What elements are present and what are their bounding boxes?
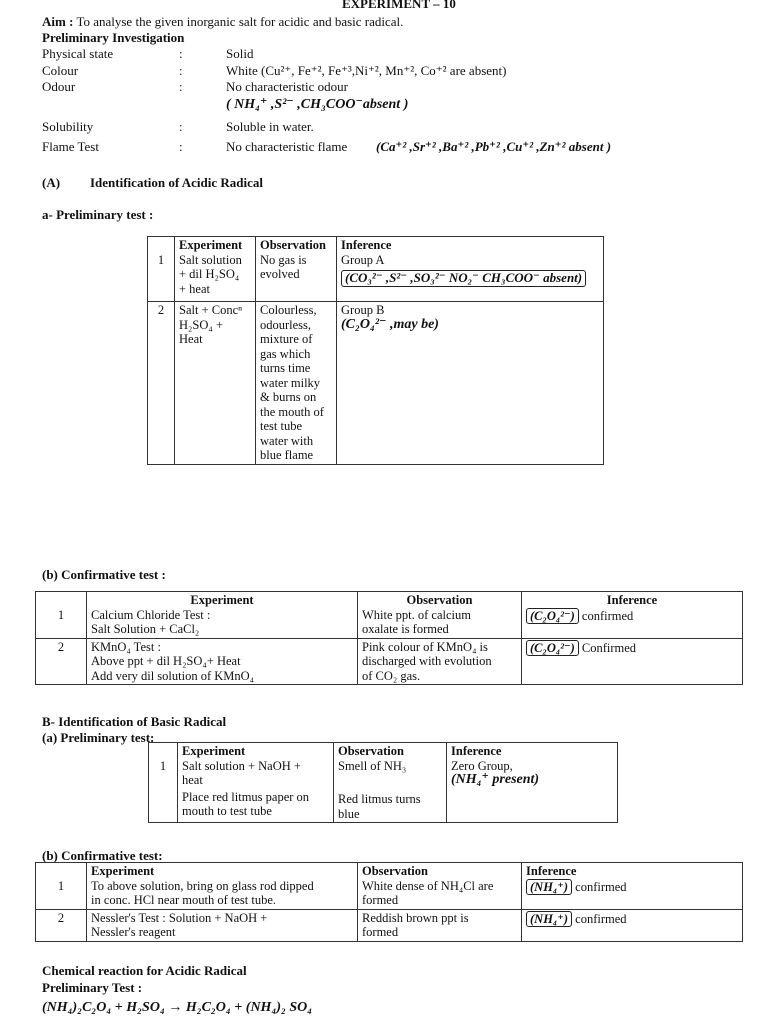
header-experiment: Experiment	[182, 744, 246, 758]
table-row	[36, 592, 743, 639]
prelim-value-colour: White (Cu²⁺, Fe⁺², Fe⁺³,Ni⁺², Mn⁺², Co⁺² are absent)	[226, 63, 507, 78]
prelim-label-solubility: Solubility	[42, 119, 94, 134]
row-number: 1	[36, 592, 87, 639]
acidic-confirm-table	[35, 591, 743, 685]
prelim-sep: :	[179, 63, 183, 78]
inference-cell: Inference (C₂O₄²⁻) confirmed	[522, 592, 743, 639]
section-b-title: B- Identification of Basic Radical	[42, 714, 227, 729]
inference-cell: Inference (NH₄⁺) confirmed	[522, 863, 743, 910]
aim-label: Aim :	[42, 14, 74, 29]
section-a-confirm-test: (b) Confirmative test :	[42, 567, 166, 582]
experiment-cell: Experiment Salt solution + dil H₂SO₄ + heat	[175, 237, 256, 302]
reaction-equation: (NH₄)₂C₂O₄ + H₂SO₄ → H₂C₂O₄ + (NH₄)₂ SO₄	[42, 1000, 313, 1015]
prelim-value-flame: No characteristic flame	[226, 139, 348, 154]
reaction-heading: Chemical reaction for Acidic Radical	[42, 963, 247, 978]
aim-line	[42, 14, 403, 29]
prelim-value-solubility: Soluble in water.	[226, 119, 314, 134]
header-experiment: Experiment	[179, 238, 243, 252]
experiment-cell: Experiment Salt solution + NaOH + heat Place red litmus paper on mouth to test tube	[178, 743, 334, 823]
inference-box: (C₂O₄²⁻)	[526, 608, 579, 625]
prelim-sep: :	[179, 139, 183, 154]
row-number: 2	[36, 909, 87, 941]
prelim-sep: :	[179, 119, 183, 134]
row-number: 2	[148, 302, 175, 465]
table-row	[36, 638, 743, 685]
reaction-subheading: Preliminary Test :	[42, 980, 143, 995]
preliminary-heading: Preliminary Investigation	[42, 30, 185, 45]
prelim-value-odour: No characteristic odour	[226, 79, 349, 94]
inference-box: (C₂O₄²⁻)	[526, 640, 579, 657]
observation-cell: Reddish brown ppt is formed	[358, 909, 522, 941]
aim-text: To analyse the given inorganic salt for acidic and basic radical.	[76, 14, 404, 29]
page-title: EXPERIMENT – 10	[342, 0, 456, 11]
experiment-cell: Salt + Concⁿ H₂SO₄ + Heat	[175, 302, 256, 465]
prelim-label-odour: Odour	[42, 79, 76, 94]
prelim-sep: :	[179, 79, 183, 94]
observation-cell: Observation Smell of NH₃ Red litmus turns blue	[334, 743, 447, 823]
acidic-prelim-table	[147, 236, 604, 465]
prelim-note-flame: (Ca⁺² ,Sr⁺² ,Ba⁺² ,Pb⁺² ,Cu⁺² ,Zn⁺² absent )	[376, 139, 612, 154]
observation-cell: Observation No gas is evolved	[256, 237, 337, 302]
observation-cell: Observation White dense of NH₄Cl are formed	[358, 863, 522, 910]
row-number: 1	[149, 743, 178, 823]
prelim-note-odour: ( NH₄⁺ ,S²⁻ ,CH₃COO⁻absent )	[226, 97, 409, 112]
inference-box: (NH₄⁺)	[526, 879, 572, 896]
prelim-label-flame: Flame Test	[42, 139, 99, 154]
inference-cell: Group B (C₂O₄²⁻ ,may be)	[337, 302, 604, 465]
table-row	[36, 863, 743, 910]
observation-cell: Observation White ppt. of calcium oxalate is formed	[358, 592, 522, 639]
inference-box: (CO₃²⁻ ,S²⁻ ,SO₃²⁻ NO₂⁻ CH₃COO⁻ absent)	[341, 270, 586, 287]
prelim-label-colour: Colour	[42, 63, 79, 78]
experiment-cell: Experiment To above solution, bring on glass rod dipped in conc. HCl near mouth of test tube.	[87, 863, 358, 910]
header-observation: Observation	[362, 864, 428, 878]
observation-cell: Pink colour of KMnO₄ is discharged with evolution of CO₂ gas.	[358, 638, 522, 685]
prelim-sep: :	[179, 46, 183, 61]
row-number: 1	[148, 237, 175, 302]
basic-confirm-table	[35, 862, 743, 942]
section-b-confirm-test: (b) Confirmative test:	[42, 848, 163, 863]
header-inference: Inference	[451, 744, 502, 758]
header-inference: Inference	[606, 593, 658, 607]
section-b-prelim-test: (a) Preliminary test:	[42, 730, 155, 745]
table-row	[148, 237, 604, 302]
prelim-label-physical: Physical state	[42, 46, 114, 61]
table-row	[36, 909, 743, 941]
header-inference: Inference	[341, 238, 392, 252]
header-observation: Observation	[260, 238, 326, 252]
experiment-cell: Nessler's Test : Solution + NaOH + Nessler's reagent	[87, 909, 358, 941]
prelim-value-physical: Solid	[226, 46, 254, 61]
section-a-title: Identification of Acidic Radical	[90, 175, 263, 190]
table-row	[149, 743, 618, 823]
row-number: 1	[36, 863, 87, 910]
table-row	[148, 302, 604, 465]
section-a-prelim-test: a- Preliminary test :	[42, 207, 154, 222]
inference-cell: Inference Group A (CO₃²⁻ ,S²⁻ ,SO₃²⁻ NO₂⁻ CH₃COO⁻ absent)	[337, 237, 604, 302]
basic-prelim-table	[148, 742, 618, 823]
header-inference: Inference	[526, 864, 577, 878]
header-experiment: Experiment	[190, 593, 254, 607]
row-number: 2	[36, 638, 87, 685]
observation-cell: Colourless, odourless, mixture of gas which turns time water milky & burns on the mouth of test tube water with blue flame	[256, 302, 337, 465]
header-observation: Observation	[406, 593, 473, 607]
section-a-label: (A)	[42, 175, 61, 190]
experiment-cell: Experiment Calcium Chloride Test : Salt Solution + CaCl₂	[87, 592, 358, 639]
inference-cell: (NH₄⁺) confirmed	[522, 909, 743, 941]
inference-box: (NH₄⁺)	[526, 911, 572, 928]
inference-cell: Inference Zero Group, (NH₄⁺ present)	[447, 743, 618, 823]
header-observation: Observation	[338, 744, 404, 758]
inference-cell: (C₂O₄²⁻) Confirmed	[522, 638, 743, 685]
header-experiment: Experiment	[91, 864, 155, 878]
experiment-cell: KMnO₄ Test : Above ppt + dil H₂SO₄+ Heat Add very dil solution of KMnO₄	[87, 638, 358, 685]
